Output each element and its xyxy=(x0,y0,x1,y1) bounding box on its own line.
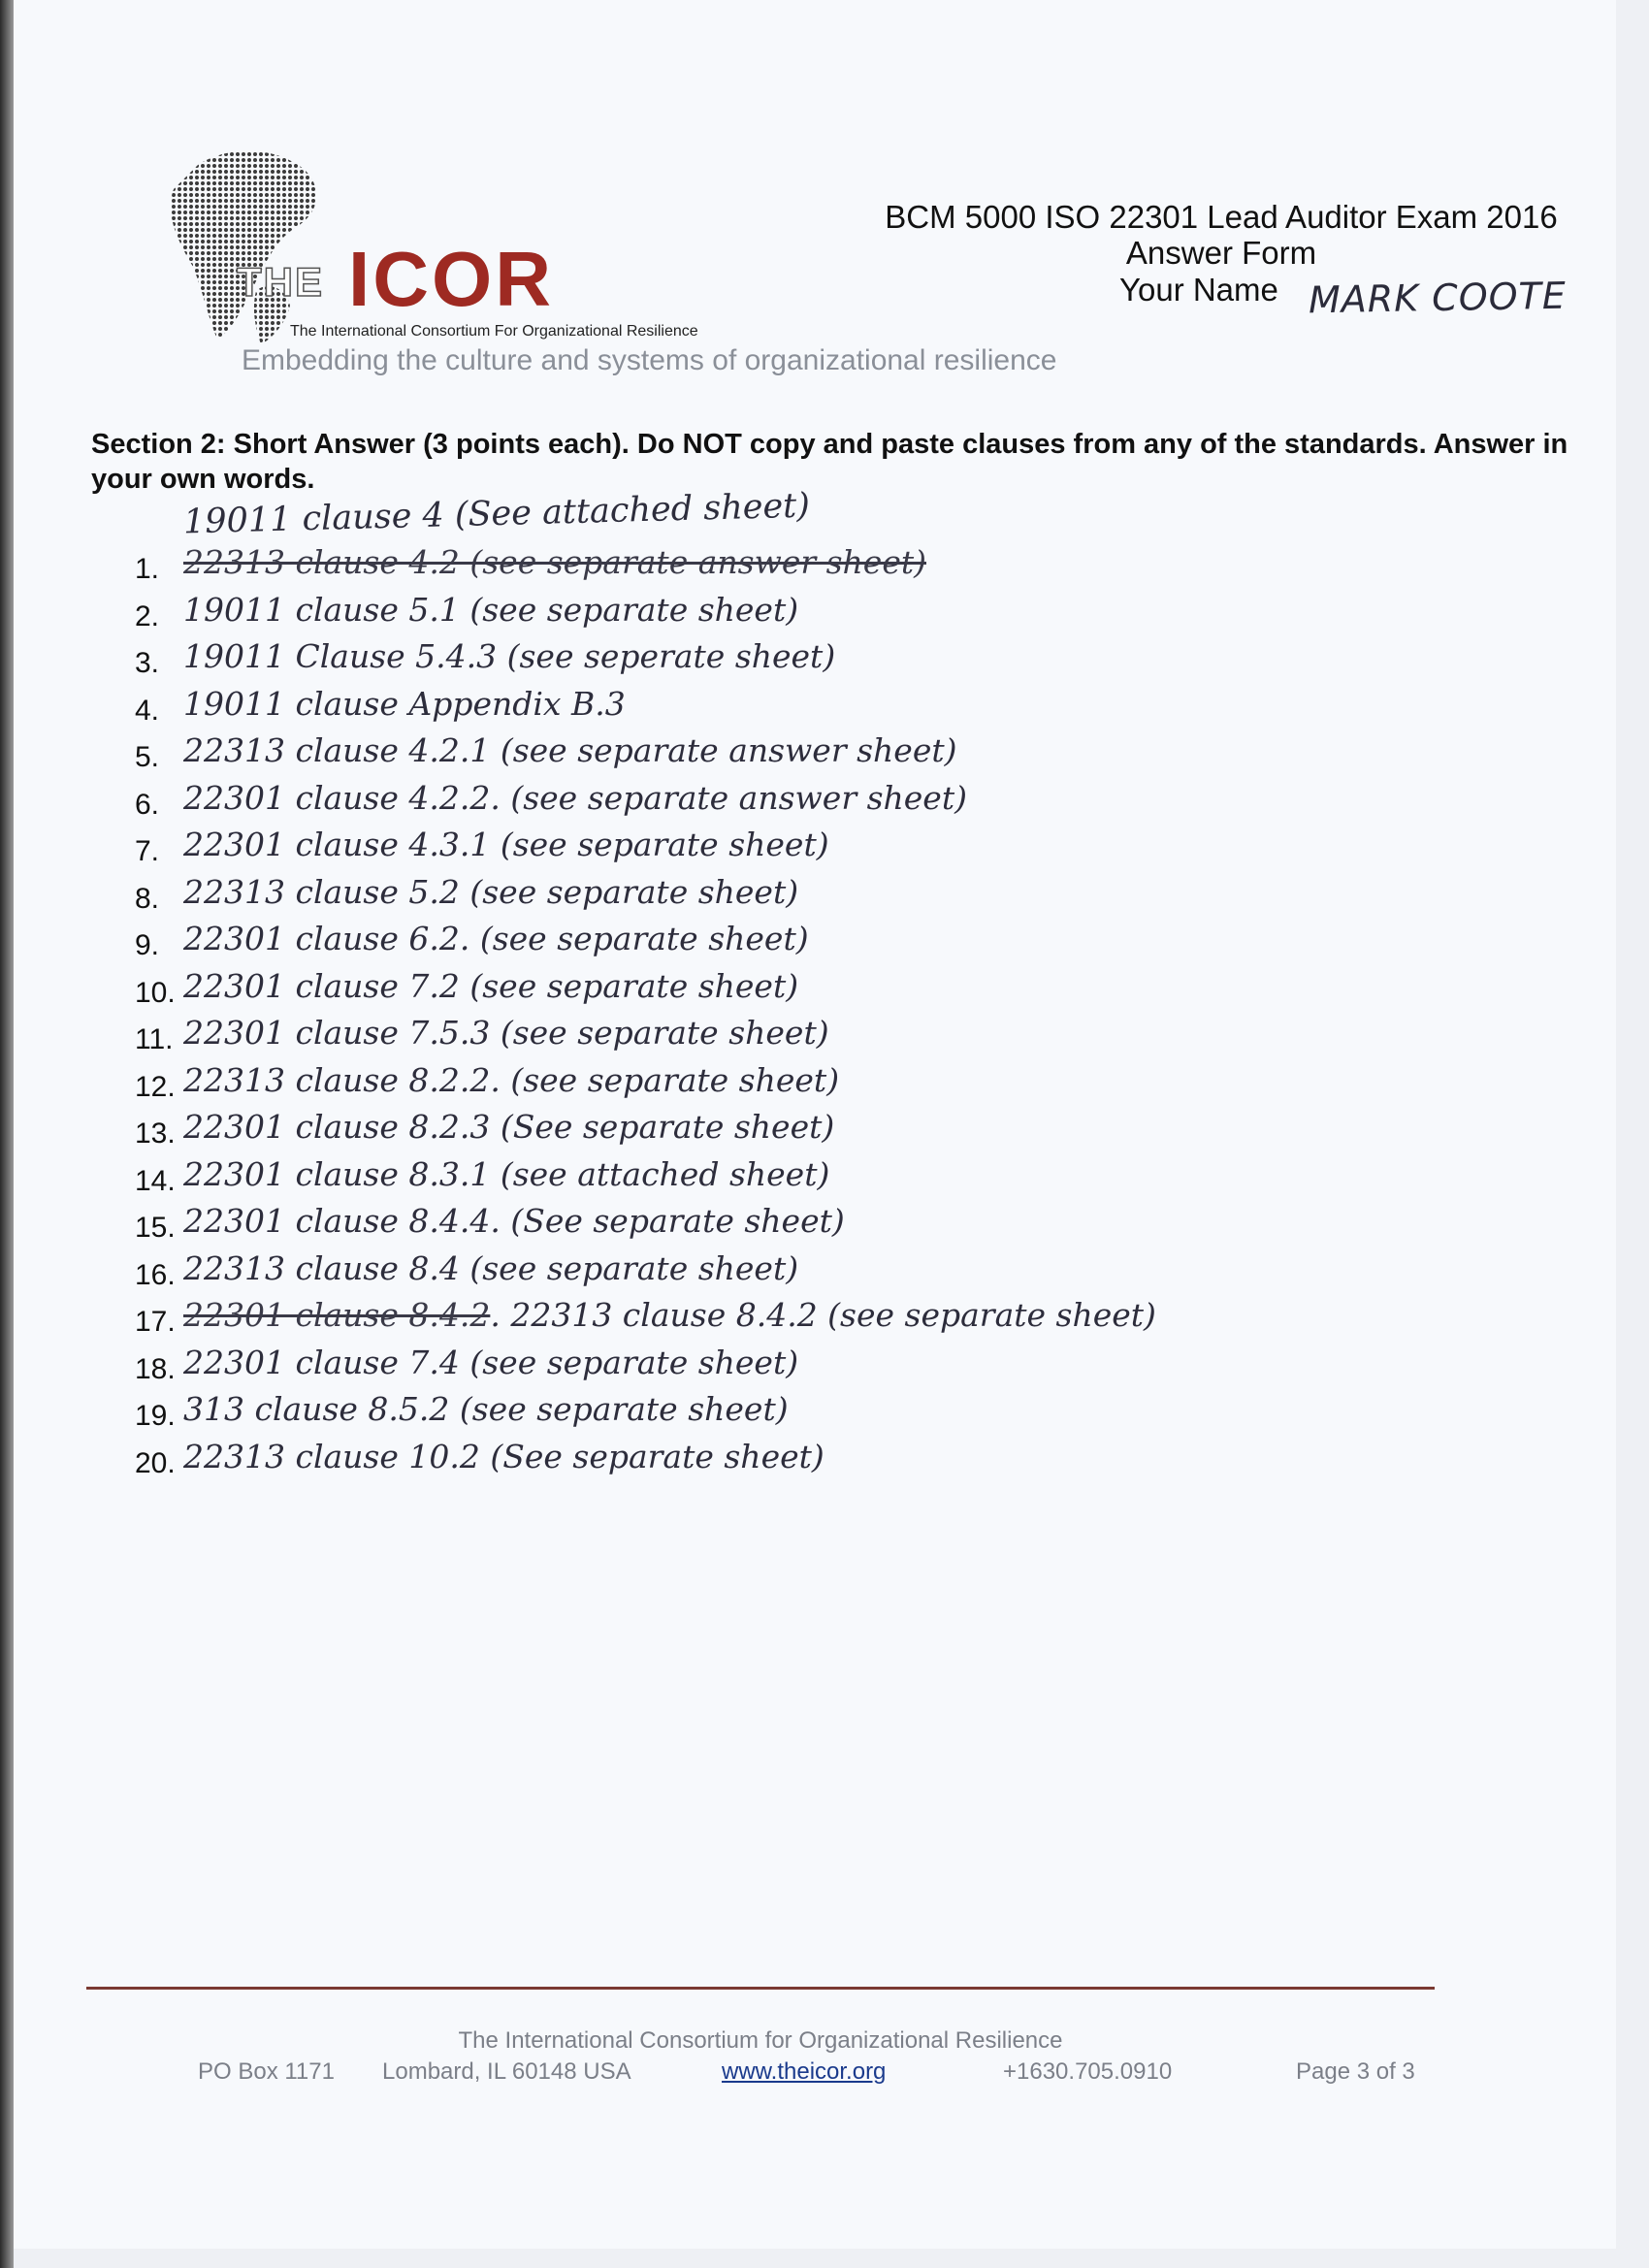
icor-logo xyxy=(159,146,741,349)
footer-rule xyxy=(86,1987,1435,1990)
footer-address: Lombard, IL 60148 USA xyxy=(382,2058,631,2085)
answer-1-replacement: 19011 clause 4 (See attached sheet) xyxy=(182,486,811,542)
answer-row: 4. 19011 clause Appendix B.3 xyxy=(135,684,626,727)
footer-website-link[interactable]: www.theicor.org xyxy=(722,2058,887,2085)
tagline: Embedding the culture and systems of organizational resilience xyxy=(242,344,1057,376)
answer-row: 15. 22301 clause 8.4.4. (See separate sheet) xyxy=(135,1202,845,1244)
answer-row: 14. 22301 clause 8.3.1 (see attached sheet) xyxy=(135,1154,830,1197)
answer-row: 16. 22313 clause 8.4 (see separate sheet) xyxy=(135,1248,799,1291)
footer-page-number: Page 3 of 3 xyxy=(1296,2058,1415,2085)
answer-row: 7. 22301 clause 4.3.1 (see separate sheet) xyxy=(135,826,829,867)
answer-row: 6. 22301 clause 4.2.2. (see separate answer sheet) xyxy=(135,778,967,821)
answer-row: 20. 22313 clause 10.2 (See separate sheet) xyxy=(135,1437,824,1479)
answer-list xyxy=(135,543,1396,1484)
exam-title: BCM 5000 ISO 22301 Lead Auditor Exam 2016 xyxy=(885,199,1558,235)
exam-header xyxy=(824,199,1616,271)
answer-row: 13. 22301 clause 8.2.3 (See separate sheet) xyxy=(135,1108,835,1150)
answer-row: 10. 22301 clause 7.2 (see separate sheet) xyxy=(135,966,799,1009)
struck-answer: 22313 clause 4.2 (see separate answer sheet) xyxy=(183,543,926,581)
name-label: Your Name xyxy=(1119,272,1278,308)
svg-text:THE: THE xyxy=(237,259,324,305)
section-heading: Section 2: Short Answer (3 points each). Do NOT copy and paste clauses from any of the standards. Answer in your own words. xyxy=(91,429,1568,495)
document-page xyxy=(14,0,1616,2249)
candidate-name: MARK COOTE xyxy=(1308,274,1568,322)
logo-org-name: The International Consortium For Organizational Resilience xyxy=(290,323,698,340)
answer-row: 11. 22301 clause 7.5.3 (see separate sheet) xyxy=(135,1014,829,1055)
footer-phone: +1630.705.0910 xyxy=(1003,2058,1173,2085)
footer-org: The International Consortium for Organizational Resilience xyxy=(458,2027,1063,2054)
answer-row: 5. 22313 clause 4.2.1 (see separate answer sheet) xyxy=(135,731,957,773)
globe-icon xyxy=(171,151,317,344)
answer-row: 1. 22313 clause 4.2 (see separate answer sheet) xyxy=(135,543,926,585)
answer-row: 9. 22301 clause 6.2. (see separate sheet) xyxy=(135,920,809,961)
footer-po-box: PO Box 1171 xyxy=(198,2058,335,2085)
answer-row: 2. 19011 clause 5.1 (see separate sheet) xyxy=(135,590,799,632)
struck-answer: 22301 clause 8.4.2 xyxy=(183,1296,491,1334)
answer-row: 19. 313 clause 8.5.2 (see separate sheet) xyxy=(135,1390,789,1432)
answer-row: 12. 22313 clause 8.2.2. (see separate sheet) xyxy=(135,1060,840,1103)
scan-edge xyxy=(0,0,14,2268)
answer-row: 3. 19011 Clause 5.4.3 (see seperate sheet) xyxy=(135,637,836,679)
form-label: Answer Form xyxy=(1125,235,1317,271)
svg-text:ICOR: ICOR xyxy=(348,236,554,322)
answer-row: 17. 22301 clause 8.4.2. 22313 clause 8.4.2 (see separate sheet) xyxy=(135,1296,1156,1338)
answer-row: 8. 22313 clause 5.2 (see separate sheet) xyxy=(135,872,799,915)
answer-row: 18. 22301 clause 7.4 (see separate sheet) xyxy=(135,1343,799,1385)
